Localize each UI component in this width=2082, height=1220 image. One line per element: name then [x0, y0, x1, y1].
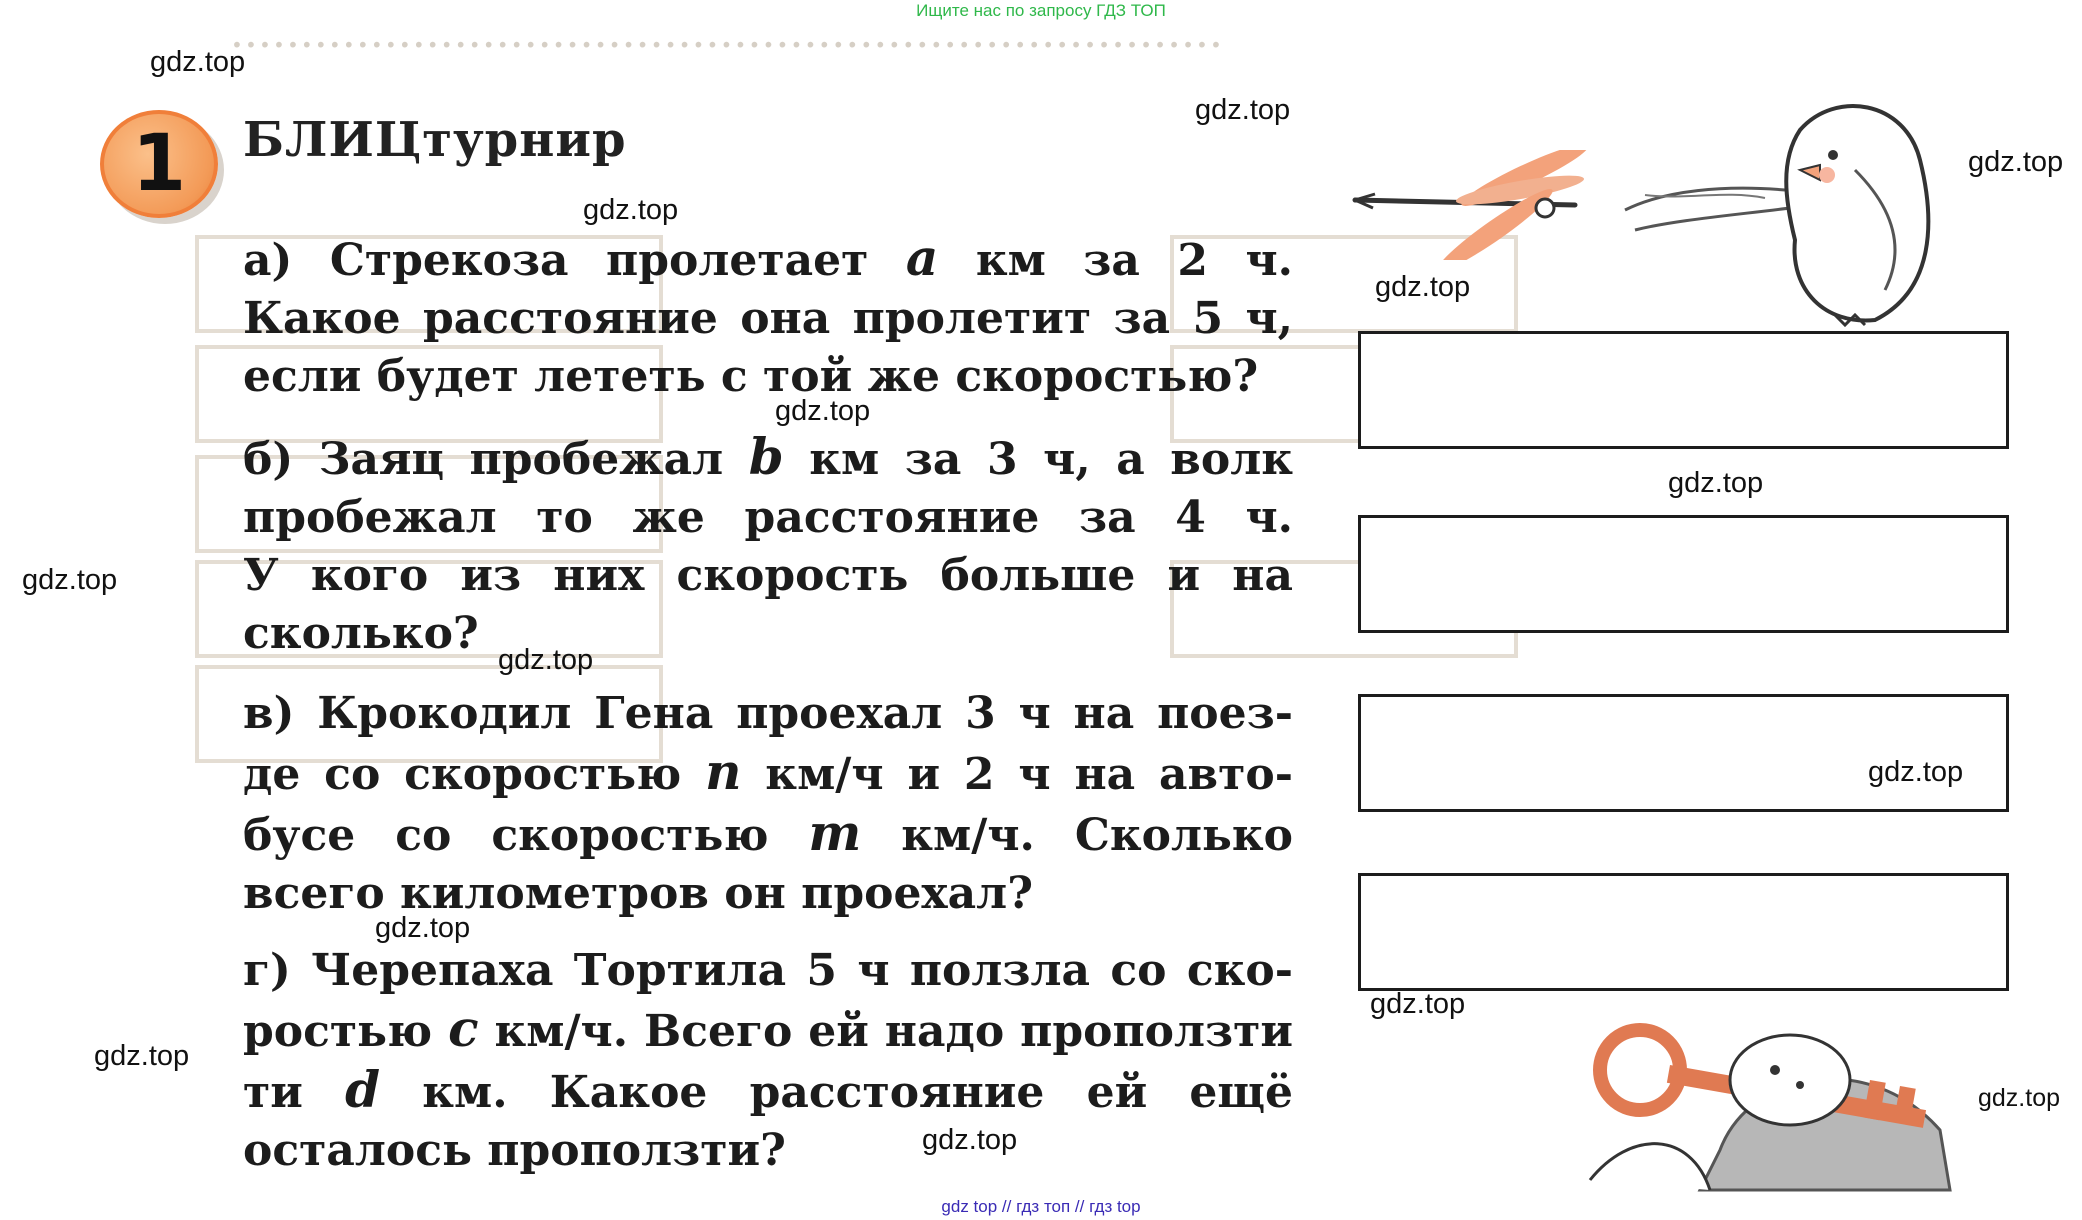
variable-letter: n: [705, 742, 742, 801]
variable-letter: a: [905, 228, 939, 287]
problem-line: [243, 743, 1293, 804]
watermark: gdz.top: [22, 564, 118, 596]
top-banner: Ищите нас по запросу ГДЗ ТОП: [916, 1, 1166, 20]
problem-text: г) Черепаха Тортила 5 ч ползла со ско-: [243, 945, 1293, 996]
problem-text: км/ч. Всего ей надо проползти: [478, 1006, 1294, 1057]
problem-text: всего километров он проехал?: [243, 868, 1033, 919]
problem-line: [243, 685, 1293, 743]
answer-box-b[interactable]: [1358, 515, 2009, 633]
watermark: gdz.top: [498, 644, 594, 676]
watermark: gdz.top: [1868, 756, 1964, 788]
watermark: gdz.top: [375, 912, 471, 944]
problem-line: [243, 1122, 1293, 1180]
problem-text: в) Крокодил Гена проехал 3 ч на поез-: [243, 688, 1293, 739]
problem-text: пробежал то же расстояние за 4 ч.: [243, 492, 1293, 543]
bird-illustration: [1605, 90, 2005, 330]
footer-links: gdz top // гдз топ // гдз top: [941, 1197, 1141, 1216]
variable-letter: m: [808, 803, 862, 862]
problem-text: км/ч и 2 ч на авто-: [741, 749, 1293, 800]
problem-text: б) Заяц пробежал: [243, 434, 749, 485]
problem-text: км/ч. Сколько: [861, 810, 1293, 861]
problem-a: [243, 229, 1293, 406]
answer-box-c[interactable]: [1358, 694, 2009, 812]
watermark: gdz.top: [1370, 988, 1466, 1020]
watermark: gdz.top: [1668, 467, 1764, 499]
problem-text: сколько?: [243, 608, 479, 659]
problem-line: [243, 428, 1293, 489]
answer-box-a[interactable]: [1358, 331, 2009, 449]
variable-letter: b: [748, 427, 784, 486]
watermark: gdz.top: [150, 46, 246, 78]
task-number: 1: [131, 119, 187, 209]
bleed-through-text: ·······································································: [230, 20, 1224, 71]
variable-letter: c: [448, 999, 479, 1058]
problem-line: [243, 1000, 1293, 1061]
problem-text: а) Стрекоза пролетает: [243, 235, 906, 286]
problem-line: [243, 547, 1293, 605]
problem-text: км за 3 ч, а волк: [783, 434, 1293, 485]
problem-line: [243, 489, 1293, 547]
watermark: gdz.top: [1968, 146, 2064, 178]
problem-text: если будет лететь с той же скоростью?: [243, 351, 1259, 402]
watermark: gdz.top: [775, 395, 871, 427]
watermark: gdz.top: [1978, 1084, 2061, 1112]
problem-text: бусе со скоростью: [243, 810, 809, 861]
problem-line: [243, 1061, 1293, 1122]
task-title: БЛИЦтурнир: [243, 112, 627, 168]
variable-letter: d: [345, 1060, 381, 1119]
problem-line: [243, 942, 1293, 1000]
problem-text: км за 2 ч.: [938, 235, 1294, 286]
problem-c: [243, 685, 1293, 923]
problem-text: ростью: [243, 1006, 449, 1057]
problem-text: де со скоростью: [243, 749, 706, 800]
problem-line: [243, 348, 1293, 406]
dragonfly-illustration: [1345, 150, 1615, 260]
watermark: gdz.top: [1195, 94, 1291, 126]
problem-d: [243, 942, 1293, 1180]
problem-b: [243, 428, 1293, 663]
problem-text: У кого из них скорость больше и на: [243, 550, 1293, 601]
problem-text: ти: [243, 1067, 346, 1118]
problem-text: осталось проползти?: [243, 1125, 786, 1176]
problem-line: [243, 290, 1293, 348]
turtle-illustration: [1470, 1010, 2010, 1200]
problem-text: Какое расстояние она пролетит за 5 ч,: [243, 293, 1293, 344]
watermark: gdz.top: [583, 194, 679, 226]
problem-line: [243, 605, 1293, 663]
task-number-badge: [100, 110, 218, 218]
answer-box-d[interactable]: [1358, 873, 2009, 991]
problem-line: [243, 804, 1293, 865]
watermark: gdz.top: [1375, 271, 1471, 303]
watermark: gdz.top: [94, 1040, 190, 1072]
problem-line: [243, 229, 1293, 290]
problem-text: км. Какое расстояние ей ещё: [380, 1067, 1294, 1118]
watermark: gdz.top: [922, 1124, 1018, 1156]
